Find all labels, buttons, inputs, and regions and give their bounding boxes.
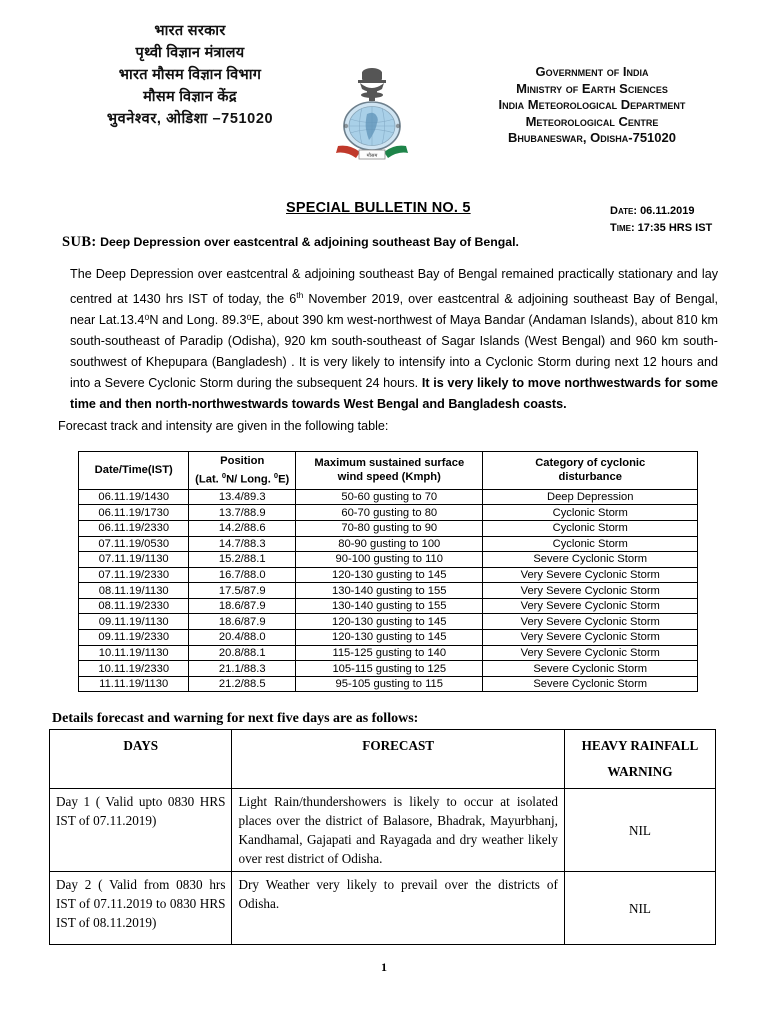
english-line-1: Government of India <box>535 64 649 79</box>
cell-day-warning: NIL <box>564 872 715 945</box>
bulletin-title: SPECIAL BULLETIN NO. 5 <box>286 200 471 216</box>
hindi-line-3: भारत मौसम विज्ञान विभाग <box>118 67 262 83</box>
cell-datetime: 09.11.19/2330 <box>79 630 189 646</box>
category-header-line2: disturbance <box>558 471 622 484</box>
cell-position: 21.2/88.5 <box>189 676 296 692</box>
table-row <box>79 505 698 521</box>
column-header-position <box>189 452 296 490</box>
ordinal-suffix: th <box>296 290 304 300</box>
cell-wind: 130-140 gusting to 155 <box>296 583 483 599</box>
cell-datetime: 10.11.19/1130 <box>79 645 189 661</box>
cell-position: 16.7/88.0 <box>189 567 296 583</box>
column-header-category <box>483 452 698 490</box>
cell-wind: 80-90 gusting to 100 <box>296 536 483 552</box>
category-header-line1: Category of cyclonic <box>535 456 646 469</box>
cell-wind: 90-100 gusting to 110 <box>296 552 483 568</box>
table-row <box>79 520 698 536</box>
hindi-line-2: पृथ्वी विज्ञान मंत्रालय <box>135 45 245 61</box>
table-row <box>79 583 698 599</box>
hindi-organisation-block <box>60 20 320 130</box>
cell-datetime: 06.11.19/1730 <box>79 505 189 521</box>
cell-position: 13.4/89.3 <box>189 489 296 505</box>
position-header-lat: (Lat. <box>195 473 222 486</box>
table-row <box>79 614 698 630</box>
table-header-row <box>79 452 698 490</box>
cell-datetime: 08.11.19/1130 <box>79 583 189 599</box>
wind-header-line2: wind speed (Kmph) <box>337 471 441 484</box>
wind-header-line1: Maximum sustained surface <box>314 456 465 469</box>
cell-position: 18.6/87.9 <box>189 614 296 630</box>
table-row <box>79 598 698 614</box>
cell-category: Cyclonic Storm <box>483 536 698 552</box>
days-table-header-row <box>50 730 716 789</box>
cell-datetime: 06.11.19/2330 <box>79 520 189 536</box>
english-line-4: Meteorological Centre <box>525 113 659 129</box>
bulletin-time: Time: 17:35 HRS IST <box>610 222 713 234</box>
cell-position: 15.2/88.1 <box>189 552 296 568</box>
hindi-line-1: भारत सरकार <box>154 23 226 39</box>
table-row <box>79 552 698 568</box>
cell-category: Cyclonic Storm <box>483 520 698 536</box>
english-line-2: Ministry of Earth Sciences <box>516 80 668 96</box>
cell-day-validity: Day 1 ( Valid upto 0830 HRS IST of 07.11.2019) <box>50 789 232 872</box>
cell-position: 21.1/88.3 <box>189 661 296 677</box>
column-header-days: DAYS <box>50 730 232 789</box>
table-row <box>79 536 698 552</box>
column-header-datetime: Date/Time(IST) <box>79 452 189 490</box>
cell-wind: 50-60 gusting to 70 <box>296 489 483 505</box>
cell-datetime: 10.11.19/2330 <box>79 661 189 677</box>
position-header-long: N/ Long. <box>226 473 274 486</box>
bulletin-date: Date: 06.11.2019 <box>610 205 695 217</box>
table-row <box>79 661 698 677</box>
cell-wind: 120-130 gusting to 145 <box>296 567 483 583</box>
warning-header-line2: WARNING <box>607 764 673 779</box>
cell-category: Very Severe Cyclonic Storm <box>483 630 698 646</box>
cell-category: Very Severe Cyclonic Storm <box>483 583 698 599</box>
track-table-body <box>79 489 698 692</box>
warning-header-line1: HEAVY RAINFALL <box>581 738 699 753</box>
degree-sup-lat: 0 <box>221 470 227 480</box>
svg-text:मौसम: मौसम <box>366 154 378 159</box>
hindi-line-5: भुवनेश्वर, ओडिशा –751020 <box>106 111 274 127</box>
english-line-3: India Meteorological Department <box>498 97 686 112</box>
table-row <box>79 645 698 661</box>
cell-day-forecast: Light Rain/thundershowers is likely to occur at isolated places over the district of Balasore, Bhadrak, Mayurbhanj, Kandhamal, Gajapati and Rayagada and dry weather likely over rest district of Odisha. <box>232 789 564 872</box>
page-number: 1 <box>381 960 387 974</box>
cell-datetime: 06.11.19/1430 <box>79 489 189 505</box>
paragraph-part-two: November 2019, over eastcentral & adjoining southeast Bay of Bengal, near Lat.13.4⁰N and Long. 89.3⁰E, about 390 km west-northwest of Maya Bandar (Andaman Islands), about 810 km south-southeast of Paradip (Odisha), 920 km south-southeast of Sagar Islands (West Bengal) and 960 km south-southwest of Khepupara (Bangladesh) . It is very likely to intensify into a Cyclonic Storm during next 12 hours and into a Severe Cyclonic Storm during the subsequent 24 hours. <box>70 292 718 391</box>
position-header-line1: Position <box>220 455 265 467</box>
cell-category: Very Severe Cyclonic Storm <box>483 645 698 661</box>
cell-datetime: 08.11.19/2330 <box>79 598 189 614</box>
table-row <box>50 789 716 872</box>
cell-wind: 120-130 gusting to 145 <box>296 630 483 646</box>
cell-position: 20.8/88.1 <box>189 645 296 661</box>
cell-wind: 60-70 gusting to 80 <box>296 505 483 521</box>
english-line-5: Bhubaneswar, Odisha-751020 <box>508 130 676 145</box>
details-forecast-heading: Details forecast and warning for next five days are as follows: <box>52 711 419 726</box>
cell-wind: 130-140 gusting to 155 <box>296 598 483 614</box>
cell-datetime: 07.11.19/2330 <box>79 567 189 583</box>
lead-paragraph <box>70 264 718 415</box>
cell-wind: 95-105 gusting to 115 <box>296 676 483 692</box>
table-row <box>79 567 698 583</box>
imd-emblem-icon <box>334 64 410 164</box>
cell-day-warning: NIL <box>564 789 715 872</box>
column-header-heavy-rainfall-warning <box>564 730 715 789</box>
column-header-forecast: FORECAST <box>232 730 564 789</box>
cell-position: 14.2/88.6 <box>189 520 296 536</box>
cell-position: 14.7/88.3 <box>189 536 296 552</box>
cell-category: Very Severe Cyclonic Storm <box>483 567 698 583</box>
paragraph-bold-movement: It is very likely to move northwestwards for some time and then north-northwestwards towards West Bengal and Bangladesh coasts. <box>70 376 718 412</box>
cell-category: Very Severe Cyclonic Storm <box>483 598 698 614</box>
cell-day-forecast: Dry Weather very likely to prevail over the districts of Odisha. <box>232 872 564 945</box>
cell-position: 13.7/88.9 <box>189 505 296 521</box>
cell-wind: 105-115 gusting to 125 <box>296 661 483 677</box>
cell-datetime: 09.11.19/1130 <box>79 614 189 630</box>
bulletin-subject <box>62 234 519 251</box>
cell-day-validity: Day 2 ( Valid from 0830 hrs IST of 07.11.2019 to 0830 HRS IST of 08.11.2019) <box>50 872 232 945</box>
cell-category: Very Severe Cyclonic Storm <box>483 614 698 630</box>
bulletin-datetime <box>610 203 740 237</box>
cell-position: 18.6/87.9 <box>189 598 296 614</box>
forecast-track-table <box>78 451 698 692</box>
days-forecast-table <box>49 729 716 945</box>
days-table-body <box>50 789 716 945</box>
table-row <box>79 630 698 646</box>
english-organisation-block <box>452 64 732 147</box>
cell-category: Severe Cyclonic Storm <box>483 661 698 677</box>
cell-category: Severe Cyclonic Storm <box>483 676 698 692</box>
cell-category: Deep Depression <box>483 489 698 505</box>
cell-wind: 115-125 gusting to 140 <box>296 645 483 661</box>
cell-datetime: 11.11.19/1130 <box>79 676 189 692</box>
table-row <box>50 872 716 945</box>
cell-position: 20.4/88.0 <box>189 630 296 646</box>
subject-text: Deep Depression over eastcentral & adjoining southeast Bay of Bengal. <box>100 235 519 249</box>
hindi-line-4: मौसम विज्ञान केंद्र <box>143 89 237 105</box>
forecast-table-intro: Forecast track and intensity are given in the following table: <box>58 419 389 433</box>
table-row <box>79 676 698 692</box>
cell-position: 17.5/87.9 <box>189 583 296 599</box>
cell-wind: 70-80 gusting to 90 <box>296 520 483 536</box>
cell-category: Cyclonic Storm <box>483 505 698 521</box>
document-header <box>0 20 768 159</box>
cell-category: Severe Cyclonic Storm <box>483 552 698 568</box>
paragraph-part-one: The Deep Depression over eastcentral & adjoining southeast Bay of Bengal remained practically stationary and lay centred at 1430 hrs IST of today, the 6 <box>70 267 718 307</box>
cell-datetime: 07.11.19/0530 <box>79 536 189 552</box>
cell-datetime: 07.11.19/1130 <box>79 552 189 568</box>
cell-wind: 120-130 gusting to 145 <box>296 614 483 630</box>
column-header-wind-speed <box>296 452 483 490</box>
table-row <box>79 489 698 505</box>
subject-label: SUB: <box>62 234 97 250</box>
degree-sup-long: 0 <box>273 470 279 480</box>
position-header-close: E) <box>278 473 290 486</box>
